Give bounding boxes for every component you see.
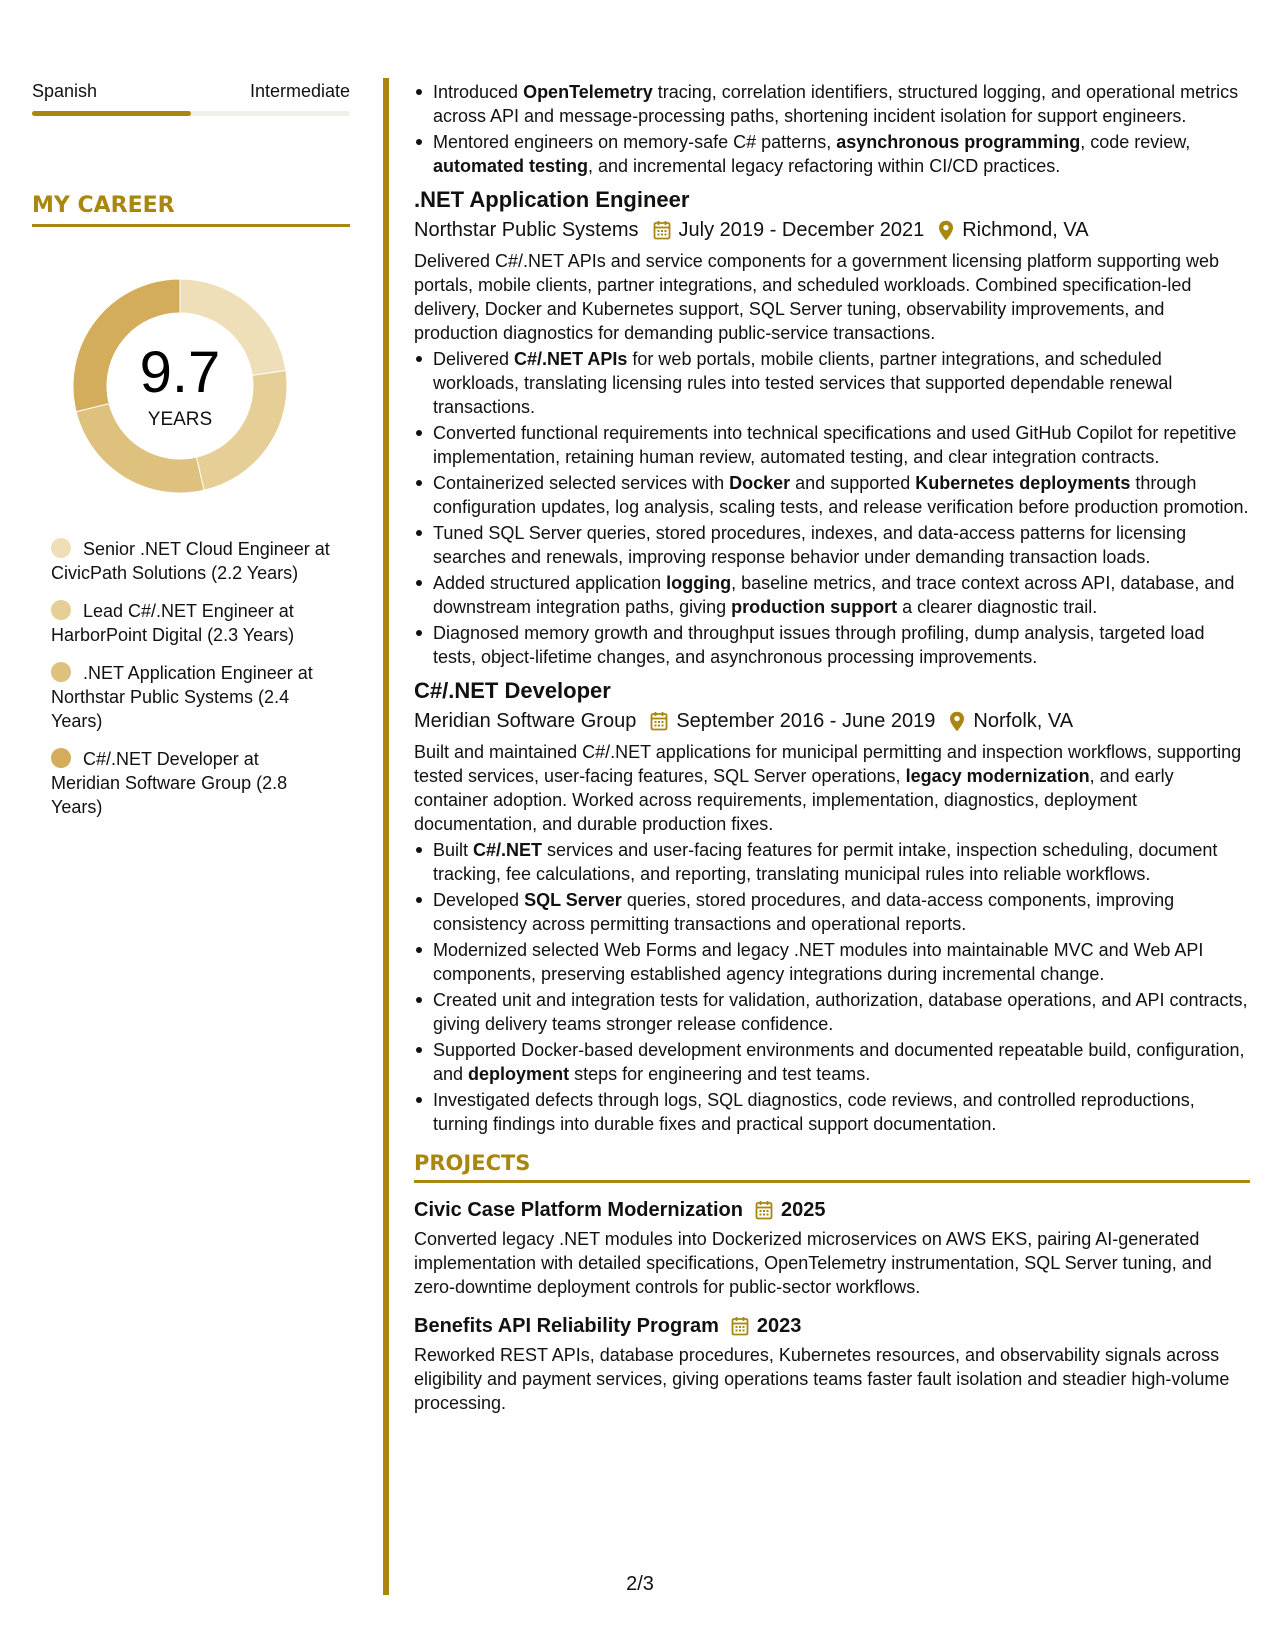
text: Built and maintained C#/.NET applications for municipal permitting and inspection workflows, supporting tested services, user-facing features, SQL Server operations,: [414, 742, 1242, 786]
projects-heading: PROJECTS: [414, 1150, 1250, 1183]
bullet-item: [414, 888, 1250, 936]
text: for web portals, mobile clients, partner integrations, and scheduled workloads, translating licensing rules into tested services that supported dependable renewal transactions.: [433, 349, 1173, 417]
bullet-item: [414, 621, 1250, 669]
language-row: [32, 80, 350, 102]
language-name: Spanish: [32, 81, 98, 101]
main-content: [414, 80, 1250, 1415]
project-year: 2023: [756, 1315, 802, 1337]
previous-job-bullets: [414, 80, 1250, 178]
bold-text: OpenTelemetry: [523, 82, 653, 102]
project-description: Converted legacy .NET modules into Dockerized microservices on AWS EKS, pairing AI-generated implementation with detailed specifications, OpenTelemetry instrumentation, SQL Server tuning, and zero-downtime deployment controls for public-sector workflows.: [414, 1229, 1212, 1297]
bullet-item: [414, 571, 1250, 619]
text: Diagnosed memory growth and throughput issues through profiling, dump analysis, targeted load tests, object-lifetime changes, and asynchronous processing improvements.: [433, 623, 1205, 667]
text: Introduced: [433, 82, 524, 102]
text: Created unit and integration tests for validation, authorization, database operations, and API contracts, giving delivery teams stronger release confidence.: [433, 990, 1248, 1034]
career-heading: MY CAREER: [32, 192, 350, 227]
language-proficiency-fill: [32, 111, 191, 116]
text: , and incremental legacy refactoring within CI/CD practices.: [588, 156, 1061, 176]
text: and supported: [790, 473, 916, 493]
job-summary: [414, 740, 1250, 836]
text: Modernized selected Web Forms and legacy .NET modules into maintainable MVC and Web API components, preserving established agency integrations during incremental change.: [433, 940, 1204, 984]
bullet-item: [414, 521, 1250, 569]
location-pin-icon: [938, 220, 954, 241]
text: Investigated defects through logs, SQL diagnostics, code reviews, and controlled reproductions, turning findings into durable fixes and practical support documentation.: [433, 1090, 1195, 1134]
bullet-item: [414, 1088, 1250, 1136]
text: , and early container adoption. Worked across requirements, implementation, diagnostics, deployment documentation, and durable production fixes.: [414, 766, 1174, 834]
text: Converted functional requirements into technical specifications and used GitHub Copilot for repetitive implementation, retaining human review, automated testing, and clear integration contracts.: [433, 423, 1237, 467]
text: a clearer diagnostic trail.: [897, 597, 1098, 617]
legend-label: Lead C#/.NET Engineer at HarborPoint Digital (2.3 Years): [51, 601, 295, 645]
legend-dot: [51, 662, 71, 682]
text: Supported Docker-based development environments and documented repeatable build, configuration, and: [433, 1040, 1245, 1084]
job-bullets: [414, 347, 1250, 669]
bullet-item: [414, 938, 1250, 986]
sidebar: [32, 80, 350, 833]
project-year: 2025: [780, 1199, 826, 1221]
legend-label: Senior .NET Cloud Engineer at CivicPath Solutions (2.2 Years): [51, 539, 330, 583]
calendar-icon: [755, 1200, 773, 1220]
job-title: C#/.NET Developer: [414, 678, 611, 703]
calendar-icon: [731, 1316, 749, 1336]
job-title: .NET Application Engineer: [414, 187, 690, 212]
career-donut-chart: [65, 271, 295, 501]
career-legend-item: [51, 661, 331, 733]
bold-text: asynchronous programming: [836, 132, 1081, 152]
calendar-icon-wrap: [731, 1316, 749, 1336]
project-entry: [414, 1197, 1250, 1299]
career-legend-item: [51, 537, 331, 585]
total-years-value: 9.7: [139, 340, 221, 405]
bullet-item: [414, 471, 1250, 519]
text: tracing, correlation identifiers, structured logging, and operational metrics across API and message-processing paths, shortening incident isolation for support engineers.: [433, 82, 1239, 126]
career-legend-item: [51, 747, 331, 819]
experience-list: [414, 186, 1250, 1136]
text: queries, stored procedures, and data-access components, improving consistency across permitting transactions and operational reports.: [433, 890, 1175, 934]
language-proficiency-bar: [32, 111, 350, 116]
calendar-icon: [650, 711, 668, 731]
bold-text: C#/.NET APIs: [514, 349, 628, 369]
text: Developed: [433, 890, 525, 910]
job-summary: Delivered C#/.NET APIs and service components for a government licensing platform supporting web portals, mobile clients, partner integrations, and scheduled workloads. Combined specification-led delivery, Docker and Kubernetes support, SQL Server tuning, observability improvements, and production diagnostics for demanding public-service transactions.: [414, 251, 1220, 343]
calendar-icon-wrap: [650, 711, 668, 731]
text: Added structured application: [433, 573, 667, 593]
job-meta: [414, 217, 1250, 243]
bullet-item: [414, 347, 1250, 419]
bold-text: logging: [666, 573, 732, 593]
legend-label: .NET Application Engineer at Northstar Public Systems (2.4 Years): [51, 663, 313, 731]
column-divider: [383, 78, 389, 1595]
text: services and user-facing features for permit intake, inspection scheduling, document tracking, fee calculations, and reporting, translating municipal rules into reliable workflows.: [433, 840, 1218, 884]
job-company: Meridian Software Group: [414, 710, 637, 732]
total-years-unit: YEARS: [147, 409, 213, 430]
text: through configuration updates, log analysis, scaling tests, and release verification before production promotion.: [433, 473, 1249, 517]
bullet-item: [414, 421, 1250, 469]
text: steps for engineering and test teams.: [569, 1064, 871, 1084]
job-company: Northstar Public Systems: [414, 219, 639, 241]
text: Containerized selected services with: [433, 473, 730, 493]
project-description: Reworked REST APIs, database procedures, Kubernetes resources, and observability signals across eligibility and payment services, giving operations teams faster fault isolation and steadier high-volume processing.: [414, 1345, 1230, 1413]
bullet-item: [414, 130, 1250, 178]
career-legend-item: [51, 599, 331, 647]
bullet-item: [414, 1038, 1250, 1086]
bold-text: legacy modernization: [905, 766, 1090, 786]
project-header: [414, 1197, 1250, 1223]
bullet-item: [414, 838, 1250, 886]
text: Tuned SQL Server queries, stored procedures, indexes, and data-access patterns for licensing searches and renewals, improving response behavior under demanding transaction loads.: [433, 523, 1187, 567]
job-entry: [414, 186, 1250, 669]
text: Delivered: [433, 349, 515, 369]
legend-dot: [51, 538, 71, 558]
job-location: Richmond, VA: [962, 219, 1089, 241]
bold-text: automated testing: [433, 156, 589, 176]
bullet-item: [414, 988, 1250, 1036]
legend-dot: [51, 600, 71, 620]
job-dates: September 2016 - June 2019: [676, 710, 936, 732]
location-icon-wrap: [938, 220, 954, 241]
project-entry: [414, 1313, 1250, 1415]
text: Mentored engineers on memory-safe C# patterns,: [433, 132, 837, 152]
job-location: Norfolk, VA: [973, 710, 1074, 732]
job-dates: July 2019 - December 2021: [678, 219, 925, 241]
project-title: Benefits API Reliability Program: [414, 1315, 719, 1337]
bold-text: production support: [731, 597, 898, 617]
language-level: Intermediate: [249, 81, 350, 101]
calendar-icon-wrap: [755, 1200, 773, 1220]
job-bullets: [414, 838, 1250, 1136]
text: , baseline metrics, and trace context across API, database, and downstream integration paths, giving: [433, 573, 1235, 617]
location-pin-icon: [949, 711, 965, 732]
projects-list: [414, 1197, 1250, 1415]
text: , code review,: [1080, 132, 1191, 152]
legend-label: C#/.NET Developer at Meridian Software Group (2.8 Years): [51, 749, 288, 817]
calendar-icon: [653, 220, 671, 240]
donut-center: [65, 271, 295, 501]
project-header: [414, 1313, 1250, 1339]
legend-dot: [51, 748, 71, 768]
project-title: Civic Case Platform Modernization: [414, 1199, 743, 1221]
bullet-item: [414, 80, 1250, 128]
calendar-icon-wrap: [653, 220, 671, 240]
job-meta: [414, 708, 1250, 734]
text: Built: [433, 840, 474, 860]
bold-text: deployment: [468, 1064, 570, 1084]
career-legend: [32, 537, 350, 819]
bold-text: SQL Server: [524, 890, 622, 910]
bold-text: Kubernetes deployments: [915, 473, 1131, 493]
location-icon-wrap: [949, 711, 965, 732]
bold-text: Docker: [729, 473, 791, 493]
job-entry: [414, 677, 1250, 1136]
page-number: 2/3: [626, 1573, 654, 1595]
bold-text: C#/.NET: [473, 840, 543, 860]
